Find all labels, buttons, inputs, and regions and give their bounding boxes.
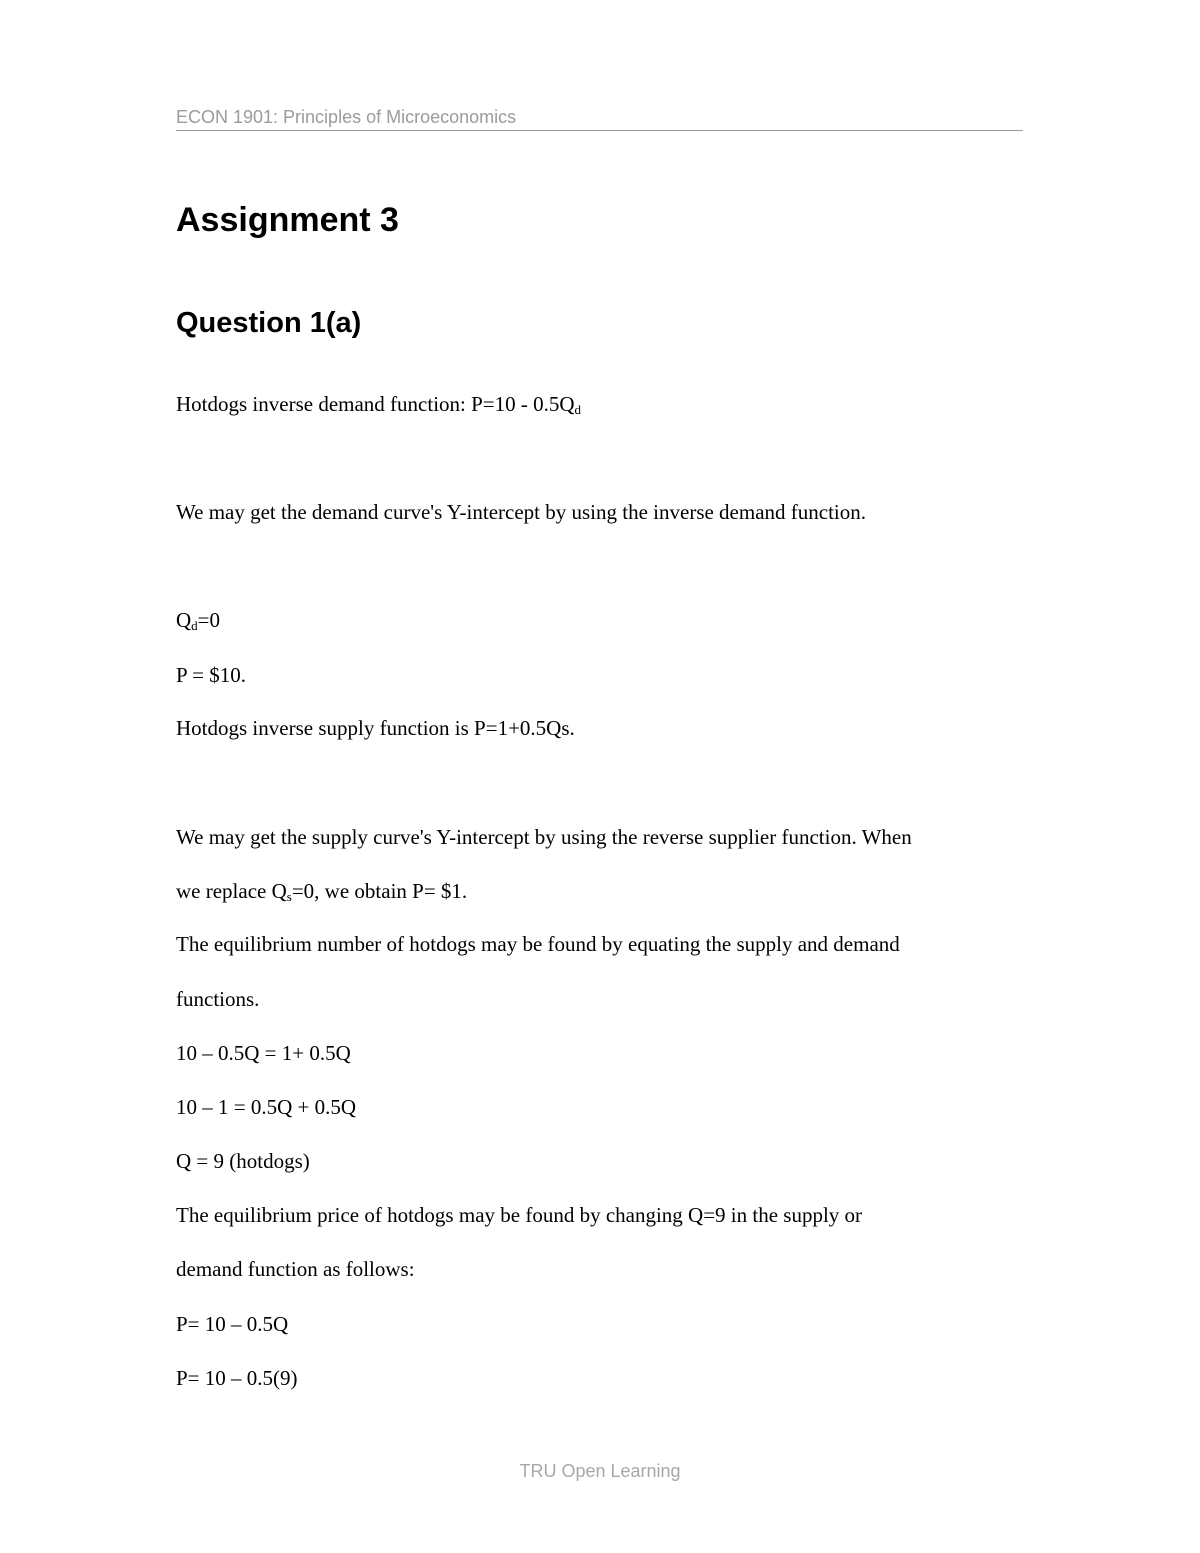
assignment-title: Assignment 3 <box>176 201 399 239</box>
qd-symbol: Q <box>176 608 192 632</box>
demand-function-text: Hotdogs inverse demand function: P=10 - 0.5Q <box>176 392 575 416</box>
qs-replace-text: we replace Q <box>176 879 287 903</box>
body-line-equilibrium-price: The equilibrium price of hotdogs may be found by changing Q=9 in the supply or <box>176 1203 863 1227</box>
body-line-demand-as-follows: demand function as follows: <box>176 1257 415 1281</box>
running-header: ECON 1901: Principles of Microeconomics <box>176 106 1023 131</box>
equation-line-5: P= 10 – 0.5(9) <box>176 1366 298 1390</box>
question-heading: Question 1(a) <box>176 307 362 339</box>
body-line-price-ten: P = $10. <box>176 663 246 687</box>
equation-line-4: P= 10 – 0.5Q <box>176 1312 289 1336</box>
equation-line-3: Q = 9 (hotdogs) <box>176 1149 310 1173</box>
qd-subscript: d <box>191 618 198 633</box>
body-line-equilibrium-quantity: The equilibrium number of hotdogs may be found by equating the supply and demand <box>176 932 900 956</box>
body-line-qd-zero <box>176 606 220 634</box>
qs-subscript: s <box>286 889 292 904</box>
body-line-qs-replace <box>176 877 467 905</box>
qd-value: =0 <box>197 608 221 632</box>
body-line-supply-function: Hotdogs inverse supply function is P=1+0.5Qs. <box>176 716 575 740</box>
body-line-supply-intercept: We may get the supply curve's Y-intercept by using the reverse supplier function. When <box>176 825 912 849</box>
body-line-demand-function <box>176 390 581 418</box>
equation-line-2: 10 – 1 = 0.5Q + 0.5Q <box>176 1095 357 1119</box>
equation-line-1: 10 – 0.5Q = 1+ 0.5Q <box>176 1041 351 1065</box>
demand-function-subscript: d <box>574 402 582 417</box>
body-line-functions: functions. <box>176 987 260 1011</box>
qs-replace-result: =0, we obtain P= $1. <box>291 879 468 903</box>
running-footer: TRU Open Learning <box>519 1461 681 1481</box>
body-line-demand-intercept: We may get the demand curve's Y-intercept by using the inverse demand function. <box>176 500 867 524</box>
